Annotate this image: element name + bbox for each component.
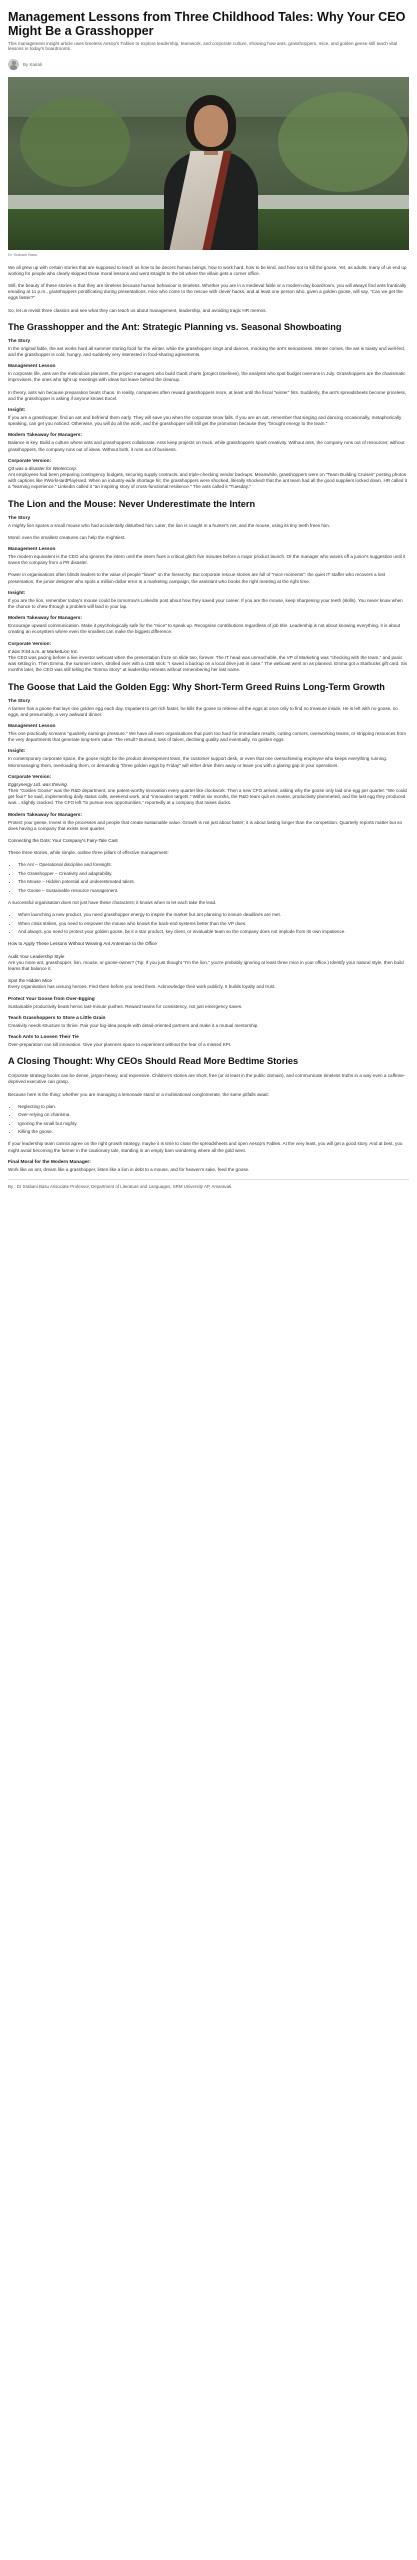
section2-corporate-label: Corporate Version: — [8, 641, 52, 647]
dots-list-item: • The Grasshopper – Creativity and adaptability. — [18, 871, 409, 877]
closing-list-item: • Killing the goose. — [18, 1129, 409, 1135]
article-title: Management Lessons from Three Childhood Tales: Why Your CEO Might Be a Grasshopper — [8, 10, 406, 38]
section-heading-golden-goose: The Goose that Laid the Golden Egg: Why Short-Term Greed Ruins Long-Term Growth — [8, 681, 385, 692]
closing-list-item: • Neglecting to plan. — [18, 1104, 409, 1110]
intro-paragraph-2: Still, the beauty of these stories is that they are timeless because human behaviour is timeless. Whether you are in a medieval fable or a modern-day boardroom, you will always find ants frantically emailing at 11 p.m., grasshoppers pontificating during presentations, mice who come to the rescue with clever hacks, and at least one person who, given a golden goose, will say, "Can we get the eggs faster?" — [8, 283, 407, 301]
section2-corporate: The CEO was pacing before a live investor webcast when the presentation froze on slide two, forever. The IT head was unreachable, the VP of Marketing was "checking with the team," and panic was setting in. Then Emma, the summer intern, strolled over with a USB stick: "I saved a backup on a local drive just in case." The webcast went on as planned. Emma got a Starbucks gift card. Six months later, the CEO was still telling the "Emma Story" at leadership retreats without remembering her last name. — [8, 654, 408, 673]
section-heading-closing: A Closing Thought: Why CEOs Should Read More Bedtime Stories — [8, 1056, 299, 1067]
section-heading-grasshopper-ant: The Grasshopper and the Ant: Strategic Planning vs. Seasonal Showboating — [8, 321, 342, 332]
section1-corporate: Ant employees had been preparing contingency budgets, securing supply contracts, and triple-checking vendor backups. Meanwhile, grasshoppers were on "Team Building Cruises" posting photos with captions like #WorkHardPlayHard. When an industry-wide shortage hit, the grasshoppers were shocked, literally shocked! that the ant team had all the good suppliers locked down. HR called it a "learning experience." LinkedIn called it "an inspiring story of cross-functional resilience." The ants called it "Tuesday." — [8, 472, 408, 490]
closing-list-item: • Over-relying on charisma. — [18, 1112, 409, 1118]
section2-lesson-label: Management Lesson — [8, 547, 56, 553]
section2-takeaway-label: Modern Takeaway for Managers: — [8, 616, 83, 622]
section1-insight: If you are a grasshopper, find an ant and befriend them early. They will save you when the corporate snow falls. If you are an ant, remember that singing and dancing occasionally, metaphorically speaking, can get you noticed. Otherwise, you will do all the work, and the grasshopper will still get the promotion because they "brought energy to the team." — [8, 415, 402, 427]
howto-audit: Are you more ant, grasshopper, lion, mouse, or goose-owner? (Tip: If you just thought "I'm the lion," you're probably ignoring at least three mice in your office.) Identify your natural style, then build teams that balance it. — [8, 959, 404, 971]
hero-foliage-left — [20, 97, 130, 187]
section1-takeaway: Balance is key. Build a culture where ants and grasshoppers collaborate. Ants keep projects on track, while grasshoppers spark creativity. Without ants, the company runs out of resources; without grasshoppers, the company runs out of ideas. Without both, it runs out of business. — [8, 440, 405, 452]
section1-story: In the original fable, the ant works hard all summer storing food for the winter, while the grasshopper sings and dances, mocking the ant's seriousness. Winter comes, the ant is toasty and well-fed, and the grasshopper is cold, hungry, and suddenly very interested in food-sharing agreements. — [8, 345, 405, 358]
section2-story: A mighty lion spares a small mouse who had accidentally disturbed him. Later, the lion is caught in a hunter's net, and the mouse, using its tiny teeth frees him. — [8, 522, 331, 528]
byline — [8, 59, 409, 70]
author-credit: By : Dr Srabani Basu Associate Professor, Department of Literature and Languages, SRM University AP, Amaravati. — [8, 1179, 409, 1190]
section2-lesson-p1: The modern equivalent is the CEO who ignores the intern until the intern fixes a critical glitch five minutes before a major product launch. Or the manager who waves off a junior's suggestion until it saves the company from a PR disaster. — [8, 554, 406, 566]
section3-takeaway: Protect your geese. Invest in the processes and people that create sustainable value. Growth is not just about faster; it is about lasting longer than the competition. Quarterly reports matter but so does having a company that exists next quarter. — [8, 819, 403, 831]
hero-person-face — [194, 105, 228, 147]
section3-insight-label: Insight: — [8, 749, 26, 755]
section3-lesson-label: Management Lesson — [8, 723, 56, 729]
section3-story: A farmer has a goose that lays one golden egg each day. Impatient to get rich faster, he kills the goose to retrieve all the eggs at once only to find no treasure inside. He is left with no goose, no eggs, and presumably, a very awkward dinner. — [8, 705, 398, 717]
section2-moral: Moral: even the smallest creatures can help the mightiest. — [8, 534, 126, 540]
section1-story-label: The Story — [8, 338, 31, 344]
howto-goose: Sustainable productivity beats heroic last-minute pushes. Reward teams for consistency, not just emergency saves. — [8, 1003, 243, 1009]
dots-list — [18, 862, 409, 894]
hero-photo — [8, 77, 409, 250]
dots-list2-item: • And always, you need to protect your golden goose, be it a star product, key client, or invaluable team so the company does not implode from its own impatience. — [18, 929, 409, 935]
section1-lesson-p1: In corporate life, ants are the meticulous planners, the project managers who build Gantt charts (project timelines), the analysts who spot budget overruns in July. Grasshoppers are the charismatic improvisers, the ones who light up meetings with ideas but leave behind the cleanup. — [8, 371, 406, 383]
image-caption: Dr Srabani Basu — [8, 251, 38, 257]
closing-paragraph-1: Corporate strategy books can be dense, jargon-heavy, and expensive. Children's stories are short, free (or at least in the public domain), and communicate timeless truths in a way even a caffeine-deprived executive can grasp. — [8, 1073, 406, 1085]
byline-author[interactable]: By Kairali — [23, 61, 43, 67]
dots-list2-item: • When launching a new product, you need grasshopper energy to inspire the market but ant planning to ensure deadlines are met. — [18, 912, 409, 918]
article-subtitle: This management insight article uses timeless Aesop's Fables to explore leadership, teamwork, and corporate culture, showing how ants, grasshoppers, mice, and golden geese still teach vital lessons in today's boardrooms. — [8, 41, 398, 52]
howto-ants-label: Teach Ants to Loosen Their Tie — [8, 1035, 79, 1041]
closing-list-item: • Ignoring the small but mighty. — [18, 1121, 409, 1127]
intro-paragraph-1: We all grew up with certain stories that are supposed to teach us how to be decent human beings, how to work hard, how to be kind, and how not to kill the goose. Yet, as adults, many of us end up working for people who clearly skipped those moral lessons and went straight to the bit where the villain gets a corner office. — [8, 264, 407, 276]
section1-corporate-label: Corporate Version: — [8, 458, 52, 464]
section3-insight: In contemporary corporate space, the goose might be the product development team, the customer support desk, or even that one overachieving employee who keeps everything running. Micromanaging them, overloading them, or demanding "three golden eggs by Friday" will either drive them away or leave you with a glaring gap in your operations. — [8, 756, 388, 768]
section1-insight-label: Insight: — [8, 408, 26, 414]
closing-paragraph-2: Because here is the thing: whether you are managing a lemonade stand or a multinational conglomerate, the same pitfalls await: — [8, 1091, 269, 1097]
dots-paragraph-2: A successful organisation does not just have these characters; it knows when to let each take the lead. — [8, 899, 217, 905]
section1-lesson-p2: In theory, ants win because preparation beats chaos. In reality, companies often reward grasshoppers more, at least until the fiscal "winter" hits. Suddenly, the ant's spreadsheets become priceless, and the grasshopper is asking if anyone knows Excel. — [8, 389, 407, 401]
section2-story-label: The Story — [8, 515, 31, 521]
howto-teach: Creativity needs structure to thrive. Pair your big-idea people with detail-oriented partners and make it a mutual mentorship. — [8, 1022, 259, 1028]
howto-audit-label: Audit Your Leadership Style — [8, 953, 65, 959]
section2-lesson-p2: Power in organisations often blinds leaders to the value of people "lower" on the hierarchy. But corporate rescue stories are full of "mice moments": the quiet IT staffer who recovers a lost presentation, the junior designer who spots a million-dollar error in a marketing campaign, the assistant who books the right meeting at the right time. — [8, 572, 386, 584]
section3-corporate-label: Corporate Version: — [8, 774, 52, 780]
section3-corporate-subtitle: Eggsynergy Ltd. was thriving. — [8, 781, 69, 787]
dots-list-item: • The Goose – Sustainable resource management. — [18, 888, 409, 894]
closing-final-label: Final Moral for the Modern Manager: — [8, 1159, 91, 1165]
howto-ants: Over-preparation can kill innovation. Give your planners space to experiment without the fear of a missed KPI. — [8, 1042, 232, 1048]
section1-corporate-subtitle: Q3 was a disaster for WinterCorp. — [8, 465, 78, 471]
section3-corporate: Their "Golden Goose" was the R&D department, one patent-worthy innovation every quarter like clockwork. Then a new CFO arrived, asking why the goose only laid one egg per quarter. "We could get four!" he said, implementing daily status calls, weekend work, and "innovation targets." Within six months, the R&D team quit en masse, productivity plummeted, and the last egg they produced was... slightly cracked. The CFO left "to pursue new opportunities," reportedly at a company that raises ducks. — [8, 787, 407, 806]
author-avatar-icon[interactable] — [8, 59, 19, 70]
intro-paragraph-3: So, let us revisit three classics and see what they can teach us about management, leadership, and avoiding tragic HR memos. — [8, 307, 267, 313]
howto-teach-label: Teach Grasshoppers to Store a Little Grain — [8, 1015, 106, 1021]
howto-mice: Every organisation has unsung heroes. Find them before you need them. Acknowledge their work publicly. It builds loyalty and trust. — [8, 984, 276, 990]
section3-takeaway-label: Modern Takeaway for Managers: — [8, 812, 83, 818]
section3-lesson-p1: This one practically screams "quarterly earnings pressure." We have all seen organisations that push too hard for immediate results, cutting corners, overworking teams, or stripping resources from the very departments that generate long-term value. The result? Burnout, loss of talent, declining quality and eventually, no golden eggs. — [8, 730, 406, 743]
section2-insight-label: Insight: — [8, 590, 26, 596]
closing-final: Work like an ant, dream like a grasshopper, listen like a lion in debt to a mouse, and for heaven's sake, feed the goose. — [8, 1166, 250, 1172]
hero-foliage-right — [278, 92, 408, 192]
howto-heading: How to Apply These Lessons Without Wearing Ant Antennae to the Office — [8, 941, 157, 947]
dots-list2-item: • When crisis strikes, you need to empower the mouse who knows the back-end systems better than the VP does. — [18, 921, 409, 927]
section3-story-label: The Story — [8, 698, 31, 704]
dots-intro: These three stories, while simple, outline three pillars of effective management: — [8, 850, 169, 856]
section1-lesson-label: Management Lesson — [8, 364, 56, 370]
dots-list-item: • The Ant – Operational discipline and foresight. — [18, 862, 409, 868]
dots-heading: Connecting the Dots: Your Company's Fairy-Tale Cast — [8, 837, 118, 843]
howto-mice-label: Spot the Hidden Mice — [8, 978, 52, 984]
dots-list-item: • The Mouse – Hidden potential and underestimated talent. — [18, 879, 409, 885]
closing-paragraph-3: If your leadership team cannot agree on the right growth strategy, maybe it is time to close the spreadsheets and open Aesop's Fables. At the very least, you will get a good story. And at best, you might avoid becoming the farmer in the cautionary tale, standing in an empty barn wondering where all the gold went. — [8, 1141, 403, 1153]
dots-list-2 — [18, 912, 409, 935]
section1-takeaway-label: Modern Takeaway for Managers: — [8, 433, 83, 439]
closing-list — [18, 1104, 409, 1136]
section-heading-lion-mouse: The Lion and the Mouse: Never Underestimate the Intern — [8, 498, 256, 509]
section2-corporate-subtitle: It was 9:54 a.m. at MarketLion Inc. — [8, 648, 79, 654]
section2-insight: If you are the lion, remember today's mouse could be tomorrow's LinkedIn post about how they saved your career. If you are the mouse, keep sharpening your teeth (skills). You never know when the chance to chew through a problem will land in your lap. — [8, 597, 403, 610]
section2-takeaway: Encourage upward communication. Make it psychologically safe for the "mice" to speak up. Recognise contributions regardless of job title. Leadership is not about knowing everything, it is about creating an ecosystem where even the smallest can make the biggest difference. — [8, 623, 401, 635]
howto-goose-label: Protect Your Goose from Over-Egging — [8, 996, 95, 1002]
